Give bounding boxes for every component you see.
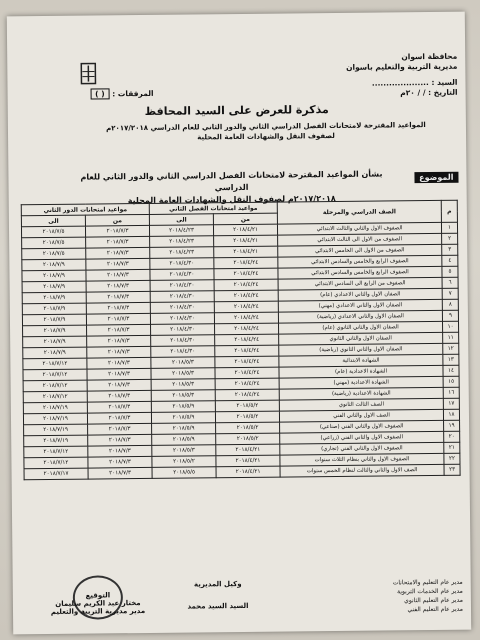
note-line: مدير عام الخدمات التربوية: [397, 587, 463, 596]
term2-from-cell: ٢٠١٨/٤/٢٤: [214, 301, 278, 313]
term2-to-cell: ٢٠١٨/٤/٣٠: [150, 313, 214, 325]
attachments-value: ( ): [90, 88, 110, 99]
document-sheet: [7, 12, 471, 635]
row-number-cell: ٨: [442, 299, 458, 310]
round2-from-cell: ٢٠١٨/٧/٣: [88, 434, 152, 446]
grade-cell: الصفوف من الاول الى الخامس الابتدائي: [278, 244, 442, 257]
col-header-round2-from: من: [85, 214, 149, 226]
grade-cell: الصفان الاول والثاني الاعدادي (عام): [278, 288, 442, 301]
grade-cell: الصفوف الاول والثاني الفني (تجاري): [280, 442, 444, 455]
round2-to-cell: ٢٠١٨/٧/٩: [23, 336, 87, 348]
term2-to-cell: ٢٠١٨/٥/٣: [151, 357, 215, 369]
round2-from-cell: ٢٠١٨/٧/٣: [88, 467, 152, 479]
row-number-cell: ٤: [442, 255, 458, 266]
memo-subtitle: [86, 120, 446, 144]
grade-cell: الصف الثالث الثانوي: [279, 398, 443, 411]
distribution-notes: [283, 578, 463, 616]
round2-to-cell: ٢٠١٨/٧/١٧: [24, 468, 88, 480]
term2-to-cell: ٢٠١٨/٤/٣٠: [151, 335, 215, 347]
round2-from-cell: ٢٠١٨/٧/٣: [87, 368, 151, 380]
subtitle-line-2: لصفوف النقل والشهادات العامة المحلية: [197, 131, 335, 142]
grade-cell: الصفان الاول والثاني الثانوي: [279, 332, 443, 345]
term2-to-cell: ٢٠١٨/٤/٢٣: [150, 247, 214, 259]
round2-from-cell: ٢٠١٨/٧/٣: [87, 335, 151, 347]
row-number-cell: ٣: [442, 244, 458, 255]
eagle-emblem-icon: [77, 61, 99, 87]
term2-to-cell: ٢٠١٨/٤/٣٠: [150, 291, 214, 303]
row-number-cell: ١٣: [443, 354, 459, 365]
row-number-cell: ١٦: [443, 387, 459, 398]
round2-to-cell: ٢٠١٨/٧/٩: [23, 347, 87, 359]
round2-to-cell: ٢٠١٨/٧/١٩: [24, 435, 88, 447]
round2-to-cell: ٢٠١٨/٧/٩: [22, 281, 86, 293]
row-number-cell: ٢٣: [444, 464, 460, 475]
grade-cell: الصفوف الاول والثاني الفني (صناعي): [280, 420, 444, 433]
round2-from-cell: ٢٠١٨/٧/٣: [88, 456, 152, 468]
term2-to-cell: ٢٠١٨/٥/٩: [151, 412, 215, 424]
term2-from-cell: ٢٠١٨/٤/٢٤: [215, 367, 279, 379]
round2-to-cell: ٢٠١٨/٧/٥: [22, 248, 86, 260]
round2-to-cell: ٢٠١٨/٧/٩: [22, 314, 86, 326]
row-number-cell: ١: [441, 222, 457, 233]
round2-from-cell: ٢٠١٨/٧/٣: [88, 445, 152, 457]
round2-to-cell: ٢٠١٨/٧/١٢: [23, 369, 87, 381]
director-signature-title: التوقيع: [85, 591, 111, 600]
grade-cell: الصفوف من الاول الى الثالث الابتدائي: [278, 233, 442, 246]
row-number-cell: ٩: [442, 310, 458, 321]
term2-to-cell: ٢٠١٨/٤/٣٠: [150, 269, 214, 281]
schedule-body: [21, 222, 460, 480]
grade-cell: الشهادة الاعدادية (مهني): [279, 376, 443, 389]
grade-cell: الصفوف الاول والثاني بنظام الثلاث سنوات: [280, 453, 444, 466]
attachments-field: المرفقات : ( ): [14, 87, 154, 101]
grade-cell: الصفوف الرابع والخامس والسادس الابتدائي: [278, 255, 442, 268]
round2-to-cell: ٢٠١٨/٧/١٢: [23, 380, 87, 392]
round2-to-cell: ٢٠١٨/٧/١٢: [23, 391, 87, 403]
term2-to-cell: ٢٠١٨/٥/٣: [151, 368, 215, 380]
round2-from-cell: ٢٠١٨/٧/٣: [87, 357, 151, 369]
note-line: مدير عام التعليم الفني: [407, 605, 464, 614]
grade-cell: الصفوف الاول والثاني الفني (زراعي): [280, 431, 444, 444]
round2-to-cell: ٢٠١٨/٧/٩: [22, 270, 86, 282]
row-number-cell: ٥: [442, 266, 458, 277]
governorate-name: محافظة اسوان: [401, 51, 458, 62]
round2-from-cell: ٢٠١٨/٧/٣: [88, 423, 152, 435]
recipient-label: السيد: [437, 77, 458, 87]
term2-to-cell: ٢٠١٨/٥/٣: [152, 445, 216, 457]
subtitle-line-1: المواعيد المقترحة لامتحانات الفصل الدراسي الثاني والدور الثاني للعام الدراسي ٢٠١٧/٢٠١٨م: [106, 121, 426, 133]
row-number-cell: ١٩: [444, 420, 460, 431]
term2-to-cell: ٢٠١٨/٥/٩: [151, 401, 215, 413]
round2-from-cell: ٢٠١٨/٧/٣: [87, 324, 151, 336]
grade-cell: الصفوف الرابع والخامس والسادس الابتدائي: [278, 266, 442, 279]
term2-to-cell: ٢٠١٨/٤/٣٠: [151, 324, 215, 336]
col-header-round2: مواعيد امتحانات الدور الثاني: [21, 203, 149, 215]
term2-from-cell: ٢٠١٨/٤/٢٤: [215, 378, 279, 390]
term2-from-cell: ٢٠١٨/٤/٢٤: [215, 389, 279, 401]
term2-from-cell: ٢٠١٨/٤/٢٤: [214, 312, 278, 324]
date-label: التاريخ: [433, 87, 458, 97]
term2-from-cell: ٢٠١٨/٤/٢٤: [215, 356, 279, 368]
date-field: التاريخ : / / ٢٠م: [400, 87, 458, 98]
term2-to-cell: ٢٠١٨/٤/٢٣: [149, 225, 213, 237]
term2-from-cell: ٢٠١٨/٤/٢٤: [214, 257, 278, 269]
director-name: مختار عبد الكريم سليمان: [55, 599, 141, 608]
row-number-cell: ١٢: [443, 343, 459, 354]
director-signature: [33, 591, 163, 616]
deputy-signature: [163, 580, 273, 611]
round2-from-cell: ٢٠١٨/٧/٣: [86, 258, 150, 270]
row-number-cell: ١٨: [443, 409, 459, 420]
col-header-term2-to: الى: [149, 214, 213, 226]
round2-from-cell: ٢٠١٨/٧/٣: [86, 313, 150, 325]
recipient-field: السيد : ....................: [371, 77, 458, 88]
round2-from-cell: ٢٠١٨/٧/٣: [86, 302, 150, 314]
term2-from-cell: ٢٠١٨/٥/٢: [215, 400, 279, 412]
round2-to-cell: ٢٠١٨/٧/٥: [22, 237, 86, 249]
col-header-term2: مواعيد امتحانات الفصل الثاني: [149, 202, 277, 214]
round2-from-cell: ٢٠١٨/٧/٣: [87, 412, 151, 424]
term2-from-cell: ٢٠١٨/٤/٢٤: [214, 268, 278, 280]
term2-to-cell: ٢٠١٨/٥/٩: [152, 434, 216, 446]
term2-to-cell: ٢٠١٨/٥/٢: [152, 456, 216, 468]
round2-from-cell: ٢٠١٨/٧/٣: [87, 390, 151, 402]
term2-from-cell: ٢٠١٨/٤/٢١: [214, 246, 278, 258]
row-number-cell: ١٥: [443, 376, 459, 387]
subject-label: الموضوع: [414, 172, 458, 183]
round2-to-cell: ٢٠١٨/٧/١٩: [23, 402, 87, 414]
round2-from-cell: ٢٠١٨/٧/٣: [87, 346, 151, 358]
term2-to-cell: ٢٠١٨/٤/٢٣: [150, 236, 214, 248]
round2-from-cell: ٢٠١٨/٧/٣: [86, 280, 150, 292]
deputy-name: السيد السيد محمد: [187, 601, 249, 611]
letterhead: [307, 52, 457, 100]
director-role: مدير مديرية التربية والتعليم: [50, 606, 146, 616]
term2-from-cell: ٢٠١٨/٤/٢١: [214, 235, 278, 247]
directorate-name: مديرية التربية والتعليم باسوان: [346, 61, 458, 72]
term2-from-cell: ٢٠١٨/٤/٢٤: [214, 290, 278, 302]
col-header-num: م: [441, 200, 457, 222]
row-number-cell: ١١: [443, 332, 459, 343]
round2-to-cell: ٢٠١٨/٧/٩: [23, 325, 87, 337]
term2-to-cell: ٢٠١٨/٤/٣٠: [150, 302, 214, 314]
round2-to-cell: ٢٠١٨/٧/١٩: [24, 424, 88, 436]
term2-from-cell: ٢٠١٨/٤/٢١: [216, 444, 280, 456]
term2-from-cell: ٢٠١٨/٤/٢١: [214, 224, 278, 236]
round2-to-cell: ٢٠١٨/٧/٩: [22, 259, 86, 271]
term2-from-cell: ٢٠١٨/٥/٢: [216, 422, 280, 434]
col-header-term2-from: من: [213, 213, 277, 225]
round2-from-cell: ٢٠١٨/٧/٣: [86, 269, 150, 281]
grade-cell: الصفان الاول والثاني الاعدادي (مهني): [278, 299, 442, 312]
grade-cell: الشهادة الابتدائية: [279, 354, 443, 367]
term2-from-cell: ٢٠١٨/٤/٢١: [216, 455, 280, 467]
round2-to-cell: ٢٠١٨/٧/٩: [22, 303, 86, 315]
row-number-cell: ١٤: [443, 365, 459, 376]
round2-from-cell: ٢٠١٨/٧/٣: [86, 247, 150, 259]
term2-to-cell: ٢٠١٨/٤/٣٠: [150, 258, 214, 270]
grade-cell: الصفوف من الرابع الى السادس الابتدائي: [278, 277, 442, 290]
term2-from-cell: ٢٠١٨/٤/٢٤: [214, 279, 278, 291]
row-number-cell: ٢٢: [444, 453, 460, 464]
grade-cell: الصفان الاول والثاني الثانوي (رياضية): [279, 343, 443, 356]
grade-cell: الصف الاول والثاني الفني: [279, 409, 443, 422]
term2-to-cell: ٢٠١٨/٤/٣٠: [150, 280, 214, 292]
term2-from-cell: ٢٠١٨/٤/٢٤: [215, 345, 279, 357]
round2-from-cell: ٢٠١٨/٧/٣: [86, 291, 150, 303]
row-number-cell: ٢٠: [444, 431, 460, 442]
round2-to-cell: ٢٠١٨/٧/١٢: [24, 446, 88, 458]
date-value: / / ٢٠م: [400, 88, 426, 98]
term2-from-cell: ٢٠١٨/٥/٢: [216, 433, 280, 445]
round2-to-cell: ٢٠١٨/٧/٥: [21, 226, 85, 238]
term2-to-cell: ٢٠١٨/٥/٣: [151, 379, 215, 391]
note-line: مدير عام التعليم الثانوي: [404, 596, 463, 605]
term2-from-cell: ٢٠١٨/٤/٢١: [216, 466, 280, 478]
subject-line-2: ٢٠١٧/٢٠١٨م لصفوف النقل والشهادات العامة المحلية: [127, 193, 336, 206]
round2-to-cell: ٢٠١٨/٧/٩: [22, 292, 86, 304]
row-number-cell: ٢١: [444, 442, 460, 453]
round2-from-cell: ٢٠١٨/٧/٣: [87, 401, 151, 413]
deputy-title: وكيل المديرية: [193, 579, 242, 589]
grade-cell: الصفان الاول والثاني الثانوي (عام): [279, 321, 443, 334]
subject-line-1: بشأن المواعيد المقترحة لامتحانات الفصل الدراسي الثاني والدور الثاني للعام الدراسي: [80, 169, 383, 193]
term2-to-cell: ٢٠١٨/٥/٩: [152, 423, 216, 435]
round2-to-cell: ٢٠١٨/٧/١٢: [23, 358, 87, 370]
grade-cell: الصف الاول والثاني والثالث لنظام الخمس سنوات: [280, 464, 444, 477]
round2-to-cell: ٢٠١٨/٧/١٢: [24, 457, 88, 469]
term2-from-cell: ٢٠١٨/٤/٢٤: [215, 334, 279, 346]
note-line: مدير عام التعليم والامتحانات: [392, 578, 463, 587]
term2-to-cell: ٢٠١٨/٥/٣: [151, 390, 215, 402]
exam-schedule-table: [21, 200, 461, 481]
round2-from-cell: ٢٠١٨/٧/٣: [85, 225, 149, 237]
term2-from-cell: ٢٠١٨/٤/٢٤: [215, 323, 279, 335]
grade-cell: الصفوف الاول والثاني والثالث الابتدائي: [277, 222, 441, 235]
col-header-round2-to: الى: [21, 215, 85, 227]
row-number-cell: ٢: [442, 233, 458, 244]
row-number-cell: ١٧: [443, 398, 459, 409]
term2-to-cell: ٢٠١٨/٤/٣٠: [151, 346, 215, 358]
term2-to-cell: ٢٠١٨/٥/٥: [152, 467, 216, 479]
attachments-label: المرفقات: [117, 88, 154, 99]
row-number-cell: ٧: [442, 288, 458, 299]
row-number-cell: ٦: [442, 277, 458, 288]
round2-from-cell: ٢٠١٨/٧/٣: [87, 379, 151, 391]
row-number-cell: ١٠: [443, 321, 459, 332]
grade-cell: الشهادة الاعدادية (عام): [279, 365, 443, 378]
grade-cell: الشهادة الاعدادية (رياضية): [279, 387, 443, 400]
round2-to-cell: ٢٠١٨/٧/١٩: [23, 413, 87, 425]
memo-title: مذكرة للعرض على السيد المحافظ: [144, 103, 329, 118]
term2-from-cell: ٢٠١٨/٥/٢: [215, 411, 279, 423]
round2-from-cell: ٢٠١٨/٧/٣: [86, 236, 150, 248]
grade-cell: الصفان الاول والثاني الاعدادي (رياضية): [278, 310, 442, 323]
col-header-grade: الصف الدراسي والمرحلة: [277, 200, 441, 224]
